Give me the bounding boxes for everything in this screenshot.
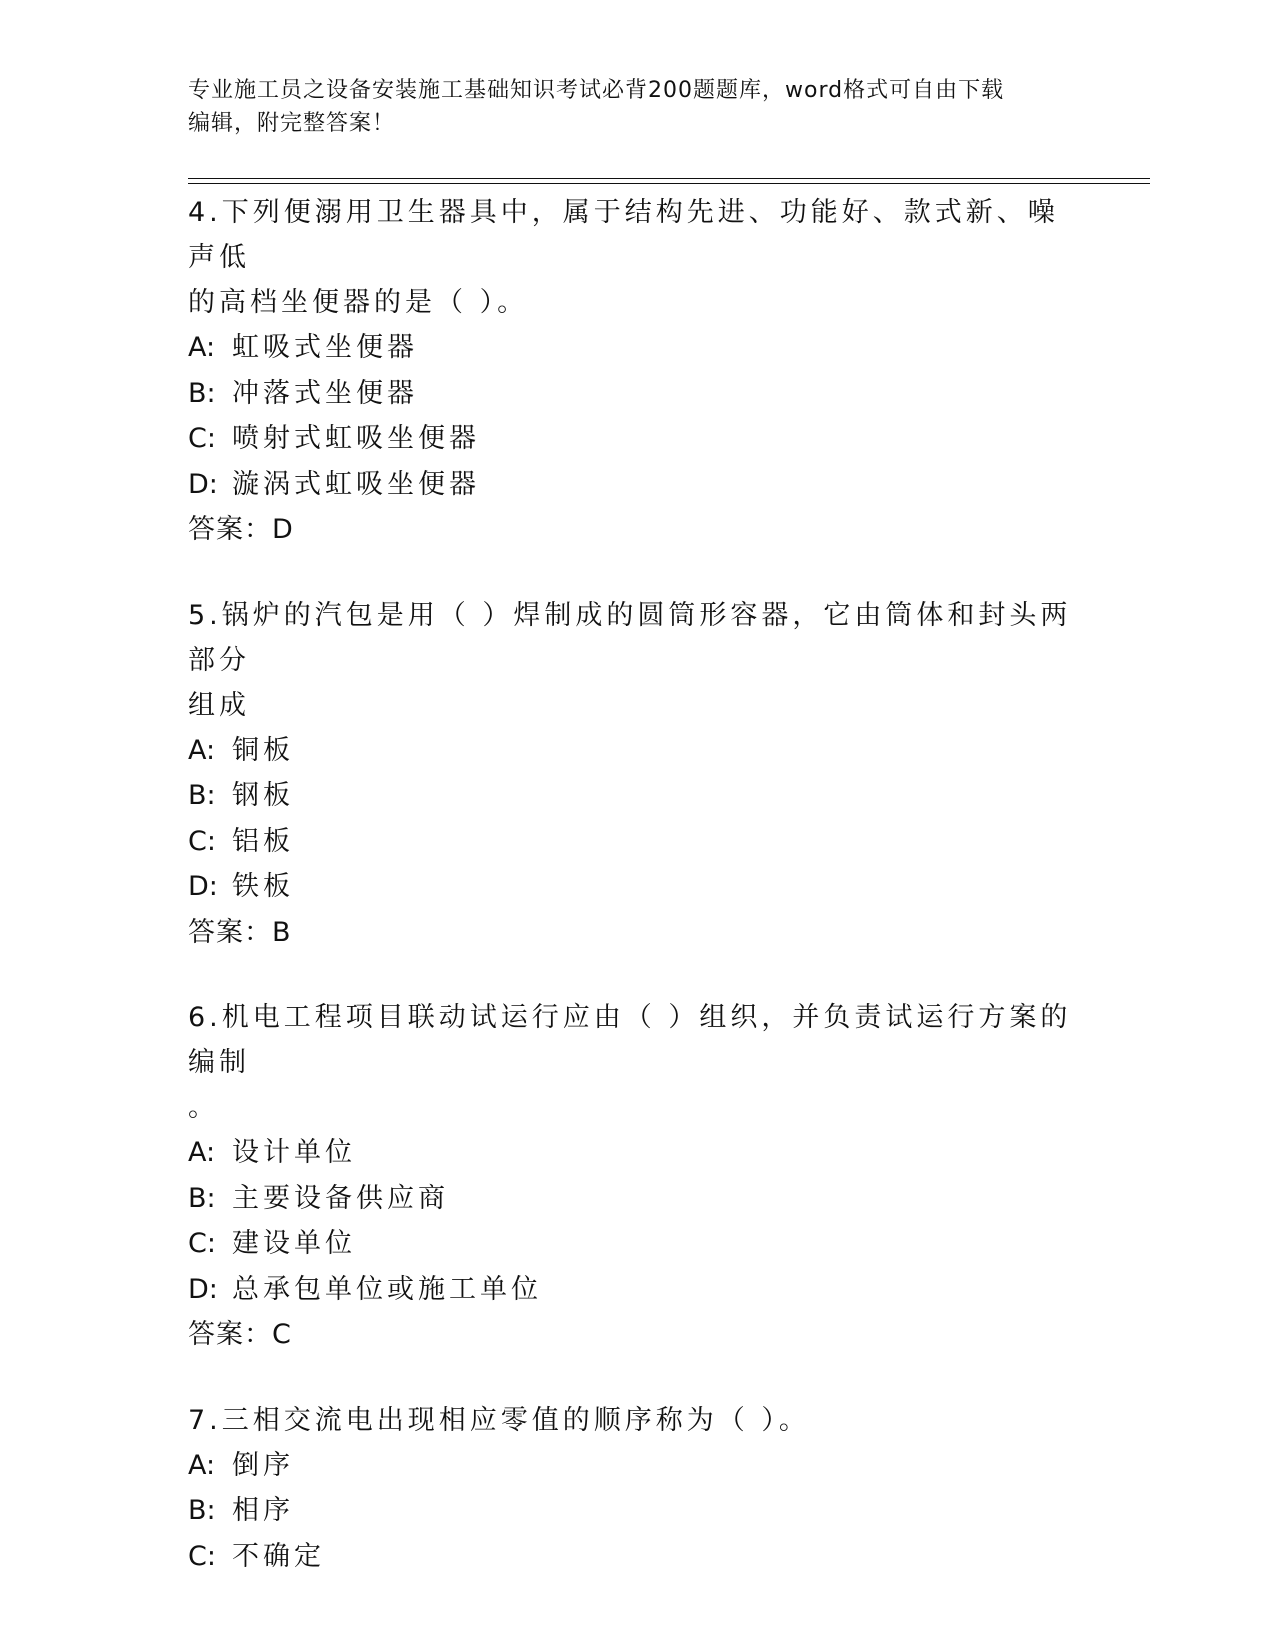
option-text: 钢板: [232, 780, 294, 811]
question-7: [188, 1398, 1088, 1580]
option-text: 主要设备供应商: [232, 1182, 449, 1214]
question-6: [188, 995, 1088, 1358]
question-5: [188, 593, 1088, 956]
header-line-2: 编辑，附完整答案！: [188, 111, 396, 136]
option-key: C:: [188, 1540, 216, 1572]
answer-line: 答案：D: [188, 514, 294, 545]
option-d: [188, 462, 1088, 508]
option-a: [188, 1443, 1088, 1489]
option-key: D:: [188, 1273, 218, 1305]
option-key: A:: [188, 332, 216, 363]
option-key: C:: [188, 825, 216, 857]
option-b: [188, 1176, 1088, 1222]
option-text: 铝板: [232, 825, 294, 857]
option-text: 不确定: [232, 1540, 325, 1572]
option-key: C:: [188, 1228, 216, 1259]
document-header: [188, 74, 1088, 140]
option-a: [188, 728, 1088, 774]
header-divider-bottom: [188, 183, 1150, 184]
option-c: [188, 1534, 1088, 1580]
option-key: C:: [188, 423, 216, 454]
option-text: 倒序: [232, 1449, 294, 1481]
option-text: 漩涡式虹吸坐便器: [232, 468, 480, 500]
option-key: A:: [188, 734, 216, 766]
answer-line: 答案：C: [188, 1319, 292, 1350]
option-key: A:: [188, 1449, 216, 1481]
option-key: A:: [188, 1137, 216, 1168]
option-key: D:: [188, 468, 218, 500]
option-key: D:: [188, 871, 218, 902]
question-stem-line: 4.下列便溺用卫生器具中，属于结构先进、功能好、款式新、噪声低: [188, 197, 1059, 273]
option-text: 冲落式坐便器: [232, 377, 418, 409]
option-text: 建设单位: [232, 1228, 356, 1259]
option-c: [188, 416, 1088, 462]
question-4: [188, 190, 1088, 553]
option-c: [188, 819, 1088, 865]
question-list: [188, 190, 1088, 1619]
option-b: [188, 773, 1088, 819]
option-c: [188, 1221, 1088, 1267]
option-a: [188, 1130, 1088, 1176]
option-text: 铜板: [232, 734, 294, 766]
option-b: [188, 1488, 1088, 1534]
question-stem-line: 的高档坐便器的是（ ）。: [188, 287, 529, 318]
option-text: 喷射式虹吸坐便器: [232, 423, 480, 454]
option-text: 虹吸式坐便器: [232, 332, 418, 363]
option-key: B:: [188, 1495, 216, 1526]
option-b: [188, 371, 1088, 417]
option-key: B:: [188, 1182, 216, 1214]
option-text: 总承包单位或施工单位: [232, 1273, 542, 1305]
option-d: [188, 864, 1088, 910]
header-line-1: 专业施工员之设备安装施工基础知识考试必背200题题库，word格式可自由下载: [188, 78, 1005, 103]
answer-line: 答案：B: [188, 916, 292, 948]
option-text: 设计单位: [232, 1137, 356, 1168]
option-text: 铁板: [232, 871, 294, 902]
option-d: [188, 1267, 1088, 1313]
option-key: B:: [188, 780, 216, 811]
question-stem-line: 6.机电工程项目联动试运行应由（ ）组织，并负责试运行方案的编制: [188, 1002, 1072, 1078]
question-stem-line: 。: [188, 1092, 219, 1123]
option-a: [188, 325, 1088, 371]
header-divider-top: [188, 178, 1150, 179]
question-stem-line: 组成: [188, 689, 250, 721]
option-key: B:: [188, 377, 216, 409]
question-stem-line: 7.三相交流电出现相应零值的顺序称为（ ）。: [188, 1404, 810, 1436]
option-text: 相序: [232, 1495, 294, 1526]
question-stem-line: 5.锅炉的汽包是用（ ）焊制成的圆筒形容器，它由筒体和封头两部分: [188, 599, 1072, 676]
